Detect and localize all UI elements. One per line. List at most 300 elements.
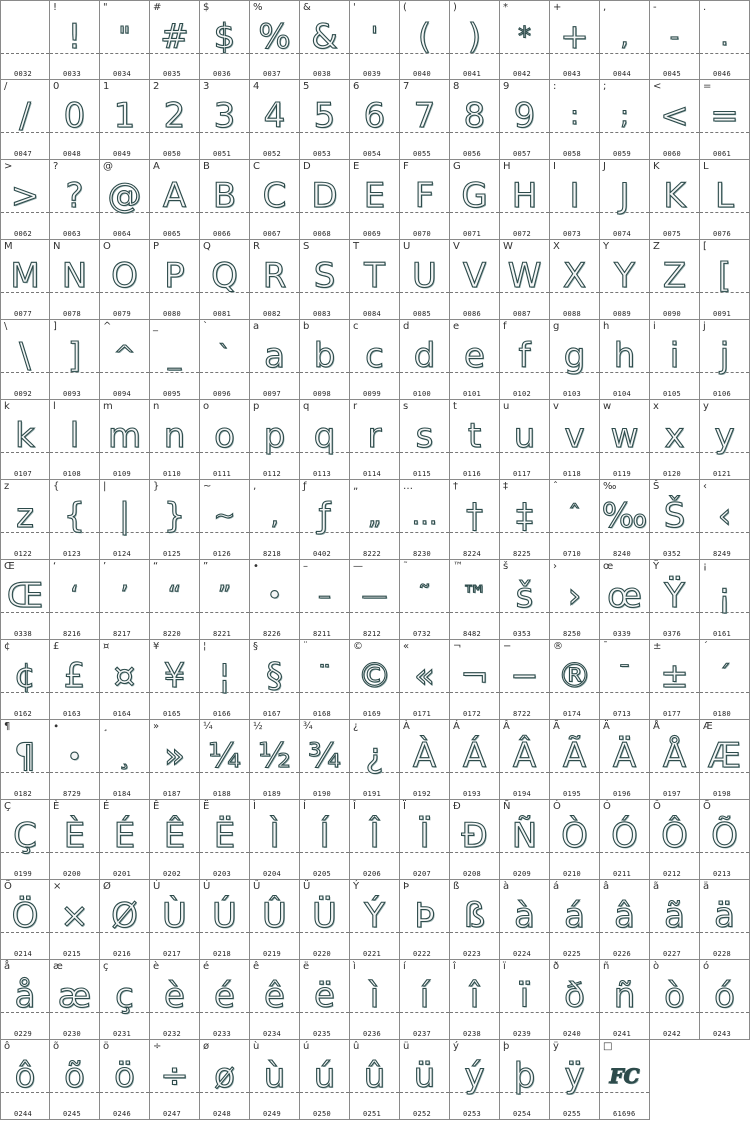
glyph-cell xyxy=(650,400,700,480)
glyph-char-label: Ê xyxy=(153,801,160,812)
glyph-char-label: # xyxy=(153,2,162,13)
glyph-char-label: ù xyxy=(253,1041,260,1052)
glyph-cell xyxy=(500,240,550,320)
glyph-code: 0055 xyxy=(413,150,432,158)
glyph-char-label: † xyxy=(453,481,458,492)
glyph-cell xyxy=(200,720,250,800)
glyph-code: 0125 xyxy=(163,550,182,558)
glyph-char-label: ¦ xyxy=(203,641,207,652)
glyph-cell xyxy=(0,800,50,880)
glyph-code: 0084 xyxy=(363,310,382,318)
glyph-cell xyxy=(150,480,200,560)
glyph-cell xyxy=(450,160,500,240)
glyph-cell xyxy=(250,480,300,560)
glyph-code: 0117 xyxy=(513,470,532,478)
glyph-sample: 9 xyxy=(513,96,536,136)
glyph-cell xyxy=(100,960,150,1040)
glyph-char-label: Ù xyxy=(153,881,161,892)
glyph-sample: ê xyxy=(264,976,285,1016)
glyph-sample: $ xyxy=(213,17,236,57)
glyph-sample: Ï xyxy=(419,816,430,856)
glyph-char-label: Í xyxy=(303,801,306,812)
glyph-code: 8729 xyxy=(63,790,82,798)
glyph-cell xyxy=(200,160,250,240)
glyph-char-label: V xyxy=(453,241,460,252)
glyph-char-label: 5 xyxy=(303,81,310,92)
glyph-cell xyxy=(100,880,150,960)
glyph-char-label: Û xyxy=(253,881,261,892)
glyph-char-label: < xyxy=(653,81,662,92)
glyph-code: 0076 xyxy=(713,230,732,238)
glyph-char-label: - xyxy=(653,2,657,13)
glyph-sample: ø xyxy=(214,1056,235,1096)
glyph-sample: ¨ xyxy=(318,661,331,691)
glyph-code: 0077 xyxy=(14,310,33,318)
glyph-char-label: x xyxy=(653,401,659,412)
glyph-cell xyxy=(250,880,300,960)
glyph-char-label: æ xyxy=(53,961,63,972)
glyph-cell xyxy=(600,880,650,960)
glyph-char-label: d xyxy=(403,321,410,332)
glyph-code: 0047 xyxy=(14,150,33,158)
glyph-code: 8225 xyxy=(513,550,532,558)
glyph-code: 0074 xyxy=(613,230,632,238)
glyph-char-label: = xyxy=(703,81,712,92)
glyph-char-label: ê xyxy=(253,961,260,972)
glyph-sample: š xyxy=(515,576,534,616)
glyph-code: 0054 xyxy=(363,150,382,158)
glyph-char-label: ç xyxy=(103,961,109,972)
glyph-cell xyxy=(0,720,50,800)
glyph-code: 0090 xyxy=(663,310,682,318)
glyph-char-label: ü xyxy=(403,1041,410,1052)
glyph-code: 8250 xyxy=(563,630,582,638)
glyph-char-label: c xyxy=(353,321,359,332)
glyph-char-label: 0 xyxy=(53,81,60,92)
glyph-sample: 6 xyxy=(363,96,386,136)
glyph-code: 0069 xyxy=(363,230,382,238)
glyph-char-label: ’ xyxy=(103,561,107,572)
glyph-cell xyxy=(450,560,500,640)
glyph-code: 0227 xyxy=(663,950,682,958)
glyph-sample: Ë xyxy=(213,816,236,856)
glyph-char-label: » xyxy=(153,721,160,732)
glyph-char-label: Ï xyxy=(403,801,406,812)
glyph-sample: h xyxy=(613,336,636,376)
glyph-code: 0118 xyxy=(563,470,582,478)
glyph-char-label: } xyxy=(153,481,160,492)
glyph-char-label: N xyxy=(53,241,61,252)
glyph-cell xyxy=(250,400,300,480)
glyph-code: 0108 xyxy=(63,470,82,478)
glyph-code: 0115 xyxy=(413,470,432,478)
glyph-code: 0098 xyxy=(313,390,332,398)
glyph-sample: < xyxy=(660,96,689,136)
glyph-char-label: È xyxy=(53,801,60,812)
glyph-cell xyxy=(350,880,400,960)
glyph-sample: Ð xyxy=(461,816,488,856)
glyph-cell xyxy=(250,320,300,400)
glyph-code: 0062 xyxy=(14,230,33,238)
glyph-code: 0053 xyxy=(313,150,332,158)
glyph-cell xyxy=(400,240,450,320)
glyph-code: 0247 xyxy=(163,1110,182,1118)
glyph-sample: ^ xyxy=(113,341,136,371)
glyph-code: 0086 xyxy=(463,310,482,318)
glyph-char-label: ˆ xyxy=(553,481,558,492)
glyph-code: 8211 xyxy=(313,630,332,638)
glyph-cell xyxy=(650,240,700,320)
glyph-char-label: > xyxy=(4,161,13,172)
glyph-char-label: s xyxy=(403,401,409,412)
glyph-char-label: \ xyxy=(4,321,8,332)
glyph-code: 0110 xyxy=(163,470,182,478)
glyph-char-label: ± xyxy=(653,641,662,652)
glyph-char-label: Â xyxy=(503,721,510,732)
glyph-cell xyxy=(550,240,600,320)
glyph-cell xyxy=(150,560,200,640)
glyph-char-label: š xyxy=(503,561,509,572)
glyph-cell xyxy=(650,0,700,80)
glyph-code: 0163 xyxy=(63,710,82,718)
glyph-cell xyxy=(0,480,50,560)
glyph-code: 0230 xyxy=(63,1030,82,1038)
glyph-cell xyxy=(550,720,600,800)
glyph-sample: ¡ xyxy=(717,576,732,616)
glyph-code: 0216 xyxy=(113,950,132,958)
glyph-code: 8249 xyxy=(713,550,732,558)
glyph-char-label: • xyxy=(253,561,259,572)
glyph-cell xyxy=(450,1040,500,1120)
glyph-cell xyxy=(200,80,250,160)
glyph-code: 0222 xyxy=(413,950,432,958)
glyph-cell xyxy=(350,800,400,880)
glyph-char-label: ý xyxy=(453,1041,459,1052)
glyph-cell xyxy=(400,720,450,800)
glyph-sample: E xyxy=(363,176,386,216)
glyph-char-label: $ xyxy=(203,2,210,13)
glyph-sample: N xyxy=(61,256,88,296)
glyph-sample: è xyxy=(164,976,185,1016)
glyph-cell xyxy=(450,0,500,80)
glyph-char-label: Ë xyxy=(203,801,210,812)
glyph-cell xyxy=(500,1040,550,1120)
glyph-char-label: – xyxy=(303,561,308,572)
glyph-sample: õ xyxy=(64,1056,85,1096)
glyph-code: 0034 xyxy=(113,70,132,78)
glyph-sample: { xyxy=(63,496,86,536)
glyph-char-label: @ xyxy=(103,161,113,172)
glyph-cell xyxy=(300,640,350,720)
glyph-char-label: é xyxy=(203,961,210,972)
glyph-sample: ä xyxy=(714,896,735,936)
glyph-char-label: ÿ xyxy=(553,1041,559,1052)
glyph-sample: i xyxy=(669,336,680,376)
glyph-cell xyxy=(100,240,150,320)
glyph-sample: 2 xyxy=(163,96,186,136)
glyph-cell xyxy=(200,960,250,1040)
glyph-sample: ÿ xyxy=(564,1056,585,1096)
glyph-sample: ¤ xyxy=(113,656,136,696)
glyph-char-label: å xyxy=(4,961,11,972)
glyph-cell xyxy=(700,480,750,560)
glyph-code: 0229 xyxy=(14,1030,33,1038)
glyph-code: 0250 xyxy=(313,1110,332,1118)
glyph-sample: M xyxy=(10,256,40,296)
glyph-cell xyxy=(500,0,550,80)
glyph-char-label: ¤ xyxy=(103,641,110,652)
glyph-cell xyxy=(350,1040,400,1120)
glyph-cell xyxy=(600,400,650,480)
glyph-char-label: h xyxy=(603,321,610,332)
glyph-cell xyxy=(300,240,350,320)
glyph-sample: f xyxy=(518,336,531,376)
glyph-code: 0114 xyxy=(363,470,382,478)
glyph-cell xyxy=(500,960,550,1040)
glyph-cell xyxy=(200,1040,250,1120)
glyph-cell xyxy=(600,240,650,320)
glyph-cell xyxy=(100,160,150,240)
glyph-char-label: ¢ xyxy=(4,641,11,652)
glyph-sample: À xyxy=(412,736,437,776)
glyph-code: 8222 xyxy=(363,550,382,558)
glyph-char-label: A xyxy=(153,161,160,172)
glyph-char-label: I xyxy=(553,161,556,172)
glyph-cell xyxy=(650,160,700,240)
glyph-char-label: ï xyxy=(503,961,506,972)
glyph-sample: 0 xyxy=(63,96,86,136)
glyph-char-label: { xyxy=(53,481,60,492)
glyph-sample: å xyxy=(14,976,36,1016)
glyph-code: 0126 xyxy=(213,550,232,558)
glyph-sample: þ xyxy=(513,1056,536,1096)
glyph-char-label: M xyxy=(4,241,13,252)
glyph-char-label: o xyxy=(203,401,210,412)
glyph-char-label: i xyxy=(653,321,656,332)
glyph-cell xyxy=(500,480,550,560)
glyph-code: 0052 xyxy=(263,150,282,158)
glyph-code: 0091 xyxy=(713,310,732,318)
glyph-cell xyxy=(300,0,350,80)
glyph-char-label: Š xyxy=(653,481,660,492)
glyph-sample: Ø xyxy=(111,896,138,936)
glyph-sample: O xyxy=(111,256,138,296)
glyph-sample: Á xyxy=(462,736,487,776)
glyph-cell xyxy=(300,480,350,560)
glyph-code: 0203 xyxy=(213,870,232,878)
glyph-char-label: F xyxy=(403,161,409,172)
glyph-code: 0245 xyxy=(63,1110,82,1118)
glyph-char-label: r xyxy=(353,401,358,412)
glyph-cell xyxy=(700,560,750,640)
glyph-char-label: 8 xyxy=(453,81,460,92)
glyph-code: 0079 xyxy=(113,310,132,318)
glyph-code: 0038 xyxy=(313,70,332,78)
glyph-char-label: — xyxy=(353,561,363,572)
glyph-cell xyxy=(650,480,700,560)
glyph-sample: á xyxy=(564,896,585,936)
glyph-char-label: ã xyxy=(653,881,660,892)
glyph-sample: Ì xyxy=(269,816,280,856)
glyph-sample: e xyxy=(464,336,485,376)
glyph-cell xyxy=(0,960,50,1040)
glyph-sample: » xyxy=(164,736,185,776)
glyph-char-label: Ä xyxy=(603,721,610,732)
glyph-cell xyxy=(50,800,100,880)
glyph-cell xyxy=(450,480,500,560)
glyph-code: 0242 xyxy=(663,1030,682,1038)
glyph-code: 0039 xyxy=(363,70,382,78)
glyph-char-label: ¥ xyxy=(153,641,160,652)
glyph-code: 8220 xyxy=(163,630,182,638)
glyph-char-label: ? xyxy=(53,161,59,172)
glyph-char-label: Ý xyxy=(353,881,360,892)
glyph-char-label: f xyxy=(503,321,507,332)
glyph-cell xyxy=(600,80,650,160)
glyph-cell xyxy=(150,960,200,1040)
glyph-code: 0100 xyxy=(413,390,432,398)
glyph-cell xyxy=(600,560,650,640)
glyph-sample: ‡ xyxy=(516,496,533,536)
glyph-code: 0085 xyxy=(413,310,432,318)
glyph-code: 0099 xyxy=(363,390,382,398)
glyph-cell xyxy=(550,80,600,160)
glyph-sample: î xyxy=(469,976,480,1016)
glyph-sample: • xyxy=(266,581,283,611)
glyph-cell xyxy=(100,720,150,800)
glyph-code: 0241 xyxy=(613,1030,632,1038)
glyph-code: 0063 xyxy=(63,230,82,238)
glyph-code: 0103 xyxy=(563,390,582,398)
glyph-code: 0064 xyxy=(113,230,132,238)
glyph-cell xyxy=(300,880,350,960)
glyph-code: 0165 xyxy=(163,710,182,718)
glyph-cell xyxy=(100,400,150,480)
glyph-code: 8216 xyxy=(63,630,82,638)
glyph-code: 0092 xyxy=(14,390,33,398)
glyph-sample: [ xyxy=(717,256,732,296)
glyph-char-label: ¸ xyxy=(103,721,108,732)
glyph-char-label: Ü xyxy=(303,881,311,892)
glyph-cell xyxy=(250,80,300,160)
glyph-char-label: û xyxy=(353,1041,360,1052)
glyph-sample: G xyxy=(461,176,488,216)
glyph-char-label: T xyxy=(353,241,360,252)
glyph-char-label: p xyxy=(253,401,260,412)
glyph-char-label: 9 xyxy=(503,81,510,92)
glyph-code: 0046 xyxy=(713,70,732,78)
glyph-char-label: & xyxy=(303,2,311,13)
glyph-sample: © xyxy=(357,656,392,696)
glyph-cell xyxy=(350,960,400,1040)
glyph-code: 0097 xyxy=(263,390,282,398)
glyph-sample: Q xyxy=(211,256,238,296)
glyph-cell xyxy=(350,720,400,800)
glyph-code: 0109 xyxy=(113,470,132,478)
glyph-char-label: ì xyxy=(353,961,356,972)
glyph-char-label: b xyxy=(303,321,310,332)
glyph-char-label: g xyxy=(553,321,560,332)
glyph-char-label: É xyxy=(103,801,110,812)
glyph-cell xyxy=(0,1040,50,1120)
glyph-cell xyxy=(300,800,350,880)
glyph-sample: ú xyxy=(313,1056,336,1096)
glyph-sample: í xyxy=(419,976,430,1016)
glyph-char-label: ÷ xyxy=(153,1041,162,1052)
glyph-code: 0162 xyxy=(14,710,33,718)
glyph-code: 0112 xyxy=(263,470,282,478)
glyph-sample: z xyxy=(16,496,34,536)
glyph-sample: A xyxy=(162,176,187,216)
glyph-cell xyxy=(250,1040,300,1120)
glyph-code: 0233 xyxy=(213,1030,232,1038)
glyph-char-label: õ xyxy=(53,1041,60,1052)
glyph-sample: ® xyxy=(557,656,592,696)
glyph-char-label: Æ xyxy=(703,721,713,732)
glyph-code: 0199 xyxy=(14,870,33,878)
glyph-cell xyxy=(600,1040,650,1120)
glyph-char-label: m xyxy=(103,401,113,412)
glyph-sample: ± xyxy=(660,656,689,696)
glyph-code: 0045 xyxy=(663,70,682,78)
glyph-cell xyxy=(250,960,300,1040)
glyph-char-label: ‹ xyxy=(703,481,707,492)
glyph-code: 0252 xyxy=(413,1110,432,1118)
glyph-code: 0102 xyxy=(513,390,532,398)
glyph-cell xyxy=(700,80,750,160)
glyph-code: 0200 xyxy=(63,870,82,878)
glyph-code: 0211 xyxy=(613,870,632,878)
glyph-sample: Ö xyxy=(11,896,39,936)
glyph-char-label: › xyxy=(553,561,557,572)
glyph-char-label: ¾ xyxy=(303,721,313,732)
glyph-char-label: ¯ xyxy=(603,641,608,652)
glyph-sample: L xyxy=(715,176,734,216)
glyph-char-label: ˜ xyxy=(403,561,408,572)
glyph-char-label: E xyxy=(353,161,360,172)
glyph-char-label: ; xyxy=(603,81,607,92)
glyph-code: 0032 xyxy=(14,70,33,78)
glyph-cell xyxy=(650,880,700,960)
glyph-char-label: | xyxy=(103,481,107,492)
glyph-cell xyxy=(700,320,750,400)
glyph-sample: I xyxy=(569,176,580,216)
glyph-cell xyxy=(300,1040,350,1120)
glyph-cell xyxy=(400,320,450,400)
glyph-cell xyxy=(50,0,100,80)
glyph-code: 0710 xyxy=(563,550,582,558)
glyph-sample: › xyxy=(567,576,582,616)
glyph-sample: s xyxy=(415,416,434,456)
glyph-sample: Ÿ xyxy=(664,576,685,616)
glyph-char-label: œ xyxy=(603,561,614,572)
glyph-code: 0107 xyxy=(14,470,33,478)
glyph-sample: _ xyxy=(168,341,181,371)
glyph-char-label: y xyxy=(703,401,709,412)
glyph-sample: / xyxy=(19,96,31,136)
glyph-sample: Ä xyxy=(612,736,637,776)
glyph-char-label: ~ xyxy=(203,481,212,492)
glyph-code: 0184 xyxy=(113,790,132,798)
glyph-char-label: £ xyxy=(53,641,60,652)
glyph-cell xyxy=(50,480,100,560)
glyph-cell xyxy=(600,160,650,240)
glyph-cell xyxy=(250,240,300,320)
glyph-sample: # xyxy=(160,17,189,57)
glyph-char-label: Ì xyxy=(253,801,256,812)
glyph-sample: 3 xyxy=(213,96,236,136)
glyph-code: 0217 xyxy=(163,950,182,958)
